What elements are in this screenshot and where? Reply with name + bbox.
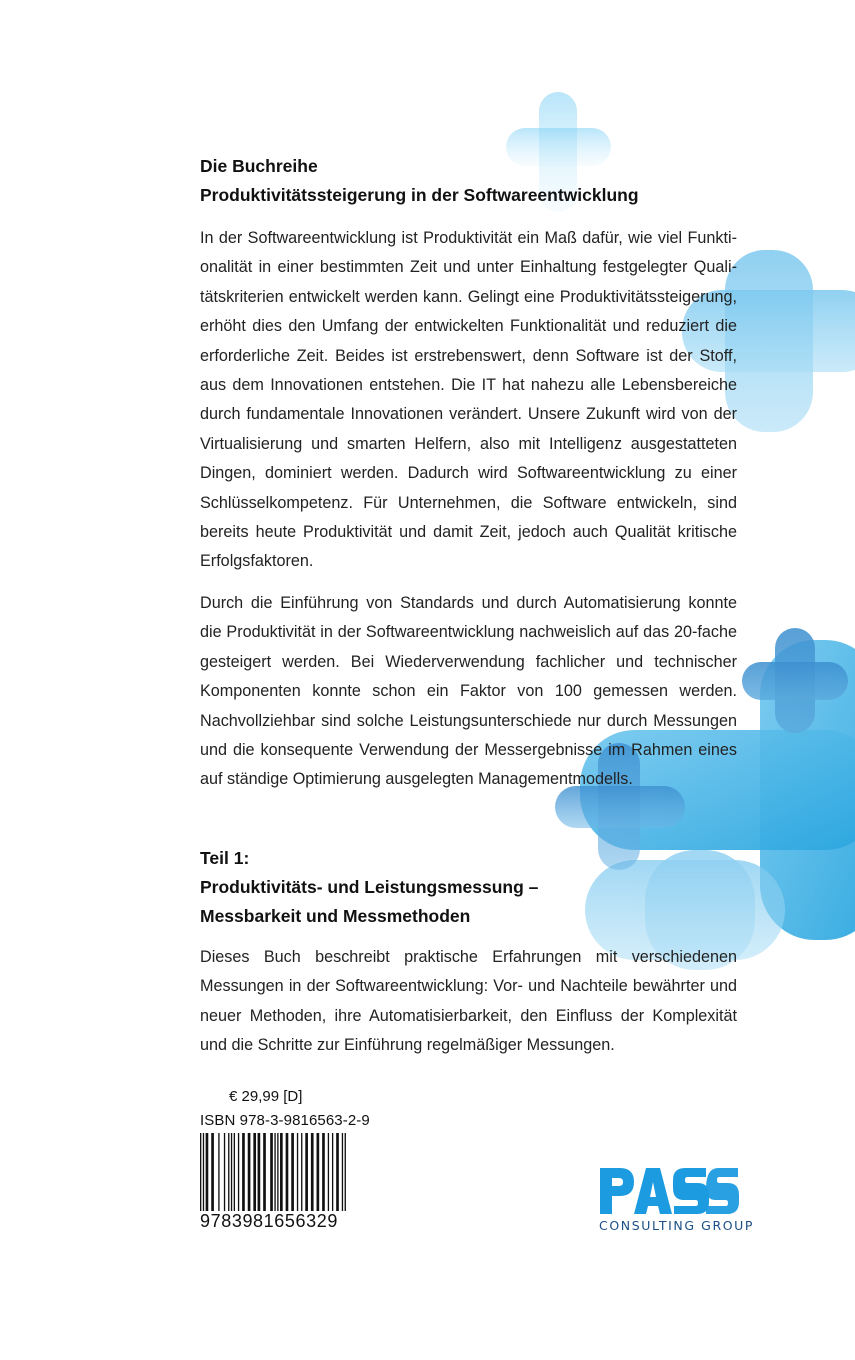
intro-paragraph-2: Durch die Einführung von Standards und durch Automatisierung konnte die Produktivität in der Softwareentwicklung nachweislich auf das 20-fache gesteigert werden. Bei Wiederverwendung fachlicher und technischer Komponenten konnte schon ein Faktor von 100 gemessen werden. Nachvollziehbar sind solche Leistungsunterschiede nur durch Messungen und die konsequente Verwendung der Messergebnisse im Rahmen eines auf ständige Optimierung ausgelegten Managementmodells. bbox=[200, 593, 737, 789]
series-title: Die Buchreihe bbox=[200, 156, 318, 176]
series-name: Produktivitätssteigerung in der Softwareentwicklung bbox=[200, 185, 639, 205]
barcode-bar bbox=[311, 1133, 314, 1211]
barcode-bar bbox=[234, 1133, 235, 1211]
price-label: € 29,99 [D] bbox=[229, 1088, 303, 1105]
publisher-tagline: CONSULTING GROUP bbox=[599, 1218, 755, 1233]
barcode-bar bbox=[224, 1133, 225, 1211]
barcode-bar bbox=[297, 1133, 298, 1211]
barcode-bar bbox=[301, 1133, 302, 1211]
barcode-bar bbox=[253, 1133, 256, 1211]
barcode-bar bbox=[274, 1133, 275, 1211]
part-description: Dieses Buch beschreibt praktische Erfahrungen mit verschiedenen Messungen in der Softwareentwicklung: Vor- und Nachteile bewährter und neuer Methoden, ihre Automatisierbarkeit, den Einfluss der Komplexität und die Schritte zur Einführung regelmäßiger Messungen. bbox=[200, 947, 737, 1054]
part-label: Teil 1: bbox=[200, 847, 250, 868]
barcode-icon bbox=[200, 1133, 346, 1211]
barcode-bar bbox=[336, 1133, 339, 1211]
barcode-bar bbox=[305, 1133, 308, 1211]
pass-logo bbox=[598, 1162, 740, 1218]
barcode-bar bbox=[263, 1133, 266, 1211]
barcode-bar bbox=[242, 1133, 245, 1211]
barcode-bar bbox=[342, 1133, 343, 1211]
part-title-line1: Produktivitäts- und Leistungsmessung – bbox=[200, 876, 539, 897]
ean-number: 9783981656329 bbox=[200, 1211, 338, 1231]
barcode-bar bbox=[258, 1133, 261, 1211]
back-cover-text bbox=[200, 152, 737, 1060]
barcode-bar bbox=[332, 1133, 333, 1211]
barcode-bar bbox=[203, 1133, 204, 1211]
barcode-bar bbox=[248, 1133, 251, 1211]
barcode-bar bbox=[291, 1133, 294, 1211]
part-title-line2: Messbarkeit und Messmethoden bbox=[200, 905, 471, 926]
barcode-bar bbox=[228, 1133, 229, 1211]
barcode-bar bbox=[328, 1133, 329, 1211]
intro-paragraph-1: In der Softwareentwicklung ist Produktivität ein Maß dafür, wie viel Funktionalität in einer bestimmten Zeit und unter Einhaltung festgelegter Qualitätskriterien entwickelt werden kann. Gelingt eine Produktivitätssteigerung, erhöht dies den Umfang der entwickelten Funktionalität und reduziert die erforderliche Zeit. Beides ist erstrebenswert, denn Software ist der Stoff, aus dem Innovationen entstehen. Die IT hat nahezu alle Lebensbereiche durch fundamentale Innovationen verändert. Unsere Zukunft wird von der Virtualisierung und smarten Helfern, also mit Intelligenz ausgestatteten Dingen, dominiert werden. Dadurch wird Softwareentwicklung zu einer Schlüsselkompetenz. Für Unternehmen, die Software entwickeln, sind bereits heute Produktivität und damit Zeit, jedoch auch Qualität kritische Erfolgsfaktoren. bbox=[200, 229, 737, 571]
barcode-bar bbox=[345, 1133, 346, 1211]
barcode-bar bbox=[286, 1133, 289, 1211]
barcode-bar bbox=[322, 1133, 325, 1211]
barcode-bar bbox=[270, 1133, 273, 1211]
barcode-bar bbox=[280, 1133, 283, 1211]
isbn-label: ISBN 978-3-9816563-2-9 bbox=[200, 1112, 370, 1129]
barcode-bar bbox=[218, 1133, 219, 1211]
barcode-bar bbox=[200, 1133, 201, 1211]
barcode-bar bbox=[277, 1133, 278, 1211]
barcode-bar bbox=[231, 1133, 232, 1211]
barcode-bar bbox=[211, 1133, 214, 1211]
barcode-bar bbox=[206, 1133, 209, 1211]
barcode-bar bbox=[238, 1133, 239, 1211]
barcode-bar bbox=[317, 1133, 320, 1211]
